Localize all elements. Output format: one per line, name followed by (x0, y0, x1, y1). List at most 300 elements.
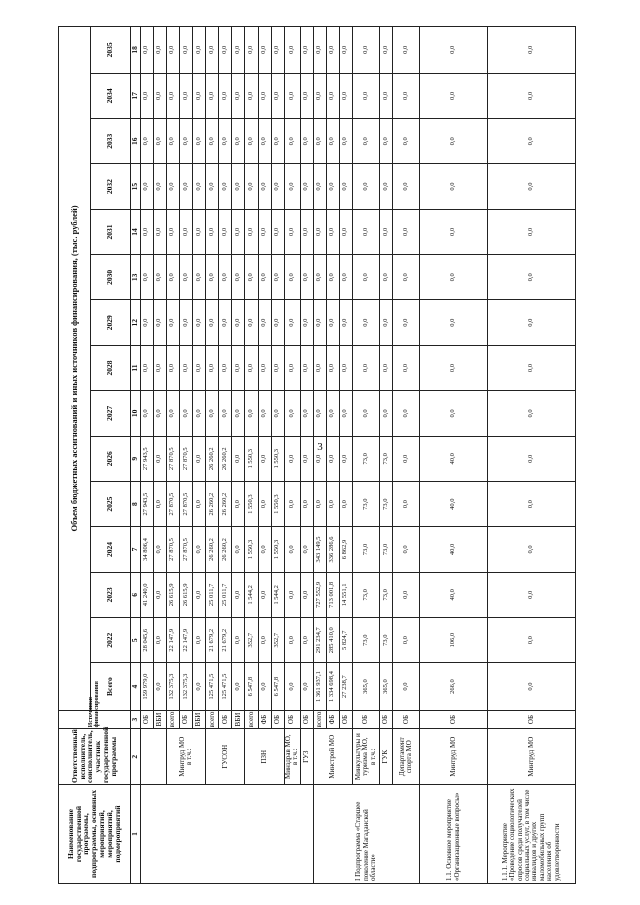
value-cell: 0,0 (193, 481, 206, 526)
value-cell: 0,0 (258, 119, 271, 164)
value-cell: 0,0 (284, 436, 300, 481)
value-cell: 0,0 (193, 73, 206, 118)
value-cell: 0,0 (232, 436, 245, 481)
value-cell: 0,0 (153, 663, 166, 710)
value-cell: 0,0 (284, 27, 300, 74)
measure-cell: 1.1. Основное мероприятие «Организационные вопросы» (420, 785, 488, 884)
source-cell: всего: (245, 710, 258, 729)
value-cell: 0,0 (326, 391, 339, 436)
value-cell: 0,0 (380, 345, 393, 390)
value-cell: 0,0 (232, 300, 245, 345)
value-cell: 106,0 (420, 618, 488, 663)
source-cell: ВБИ (153, 710, 166, 729)
value-cell: 0,0 (153, 481, 166, 526)
value-cell: 0,0 (284, 345, 300, 390)
value-cell: 1 550,3 (245, 436, 258, 481)
executor-cell: ГУСОН (206, 729, 245, 785)
value-cell: 73,0 (352, 436, 379, 481)
column-number: 4 (130, 663, 140, 710)
value-cell: 0,0 (352, 345, 379, 390)
column-number: 9 (130, 436, 140, 481)
value-cell: 0,0 (153, 436, 166, 481)
value-cell: 0,0 (487, 119, 575, 164)
value-cell: 0,0 (420, 164, 488, 209)
value-cell: 0,0 (258, 345, 271, 390)
value-cell: 0,0 (420, 27, 488, 74)
value-cell: 1 361 937,1 (313, 663, 326, 710)
value-cell: 0,0 (219, 255, 232, 300)
value-cell: 0,0 (300, 391, 313, 436)
value-cell: 40,0 (420, 572, 488, 617)
table-row (284, 27, 300, 884)
value-cell: 0,0 (284, 300, 300, 345)
value-cell: 0,0 (339, 345, 352, 390)
value-cell: 0,0 (380, 119, 393, 164)
year-header: 2033 (91, 119, 130, 164)
value-cell: 0,0 (420, 209, 488, 254)
value-cell: 0,0 (339, 391, 352, 436)
value-cell: 0,0 (326, 345, 339, 390)
value-cell: 0,0 (193, 572, 206, 617)
value-cell: 0,0 (487, 663, 575, 710)
value-cell: 40,0 (420, 436, 488, 481)
value-cell: 0,0 (313, 255, 326, 300)
value-cell: 0,0 (271, 119, 284, 164)
value-cell: 0,0 (300, 345, 313, 390)
value-cell: 0,0 (393, 572, 420, 617)
value-cell: 0,0 (219, 73, 232, 118)
value-cell: 0,0 (420, 255, 488, 300)
value-cell: 0,0 (300, 618, 313, 663)
value-cell: 0,0 (193, 164, 206, 209)
value-cell: 0,0 (258, 73, 271, 118)
column-number: 17 (130, 73, 140, 118)
value-cell: 0,0 (300, 164, 313, 209)
value-cell: 0,0 (300, 209, 313, 254)
value-cell: 365,0 (380, 663, 393, 710)
value-cell: 0,0 (219, 119, 232, 164)
value-cell: 266,0 (420, 663, 488, 710)
value-cell: 0,0 (300, 300, 313, 345)
value-cell: 0,0 (232, 391, 245, 436)
value-cell: 0,0 (153, 391, 166, 436)
value-cell: 0,0 (487, 300, 575, 345)
year-header: 2024 (91, 527, 130, 572)
value-cell: 0,0 (258, 618, 271, 663)
value-cell: 0,0 (284, 527, 300, 572)
value-cell: 0,0 (271, 209, 284, 254)
value-cell: 0,0 (166, 164, 179, 209)
value-cell: 125 471,5 (219, 663, 232, 710)
year-header: 2029 (91, 300, 130, 345)
value-cell: 0,0 (284, 73, 300, 118)
value-cell: 713 001,8 (326, 572, 339, 617)
value-cell: 1 544,2 (271, 572, 284, 617)
value-cell: 0,0 (487, 618, 575, 663)
value-cell: 0,0 (140, 345, 153, 390)
value-cell: 0,0 (326, 436, 339, 481)
value-cell: 0,0 (258, 300, 271, 345)
value-cell: 0,0 (179, 300, 192, 345)
column-number: 13 (130, 255, 140, 300)
value-cell: 0,0 (393, 119, 420, 164)
value-cell: 0,0 (284, 481, 300, 526)
value-cell: 73,0 (380, 481, 393, 526)
value-cell: 0,0 (339, 119, 352, 164)
year-header: 2026 (91, 436, 130, 481)
value-cell: 5 824,7 (339, 618, 352, 663)
value-cell: 0,0 (206, 300, 219, 345)
source-cell: ФБ (326, 710, 339, 729)
value-cell: 132 375,3 (179, 663, 192, 710)
value-cell: 6 862,9 (339, 527, 352, 572)
value-cell: 0,0 (313, 391, 326, 436)
value-cell: 0,0 (153, 255, 166, 300)
value-cell: 0,0 (232, 572, 245, 617)
value-cell: 0,0 (193, 345, 206, 390)
value-cell: 26 260,2 (219, 481, 232, 526)
value-cell: 0,0 (153, 209, 166, 254)
value-cell: 0,0 (166, 300, 179, 345)
year-header: 2022 (91, 618, 130, 663)
executor-label: Минтруд МО (177, 736, 186, 777)
value-cell: 0,0 (193, 119, 206, 164)
value-cell: 27 870,5 (166, 527, 179, 572)
value-cell: 0,0 (179, 345, 192, 390)
value-cell: 0,0 (380, 391, 393, 436)
value-cell: 0,0 (339, 73, 352, 118)
value-cell: 0,0 (219, 27, 232, 74)
value-cell: 0,0 (393, 663, 420, 710)
value-cell: 73,0 (352, 481, 379, 526)
value-cell: 6 547,8 (245, 663, 258, 710)
value-cell: 0,0 (326, 164, 339, 209)
column-number: 18 (130, 27, 140, 74)
value-cell: 0,0 (487, 481, 575, 526)
value-cell: 0,0 (258, 436, 271, 481)
value-cell: 0,0 (487, 164, 575, 209)
year-header: 2028 (91, 345, 130, 390)
value-cell: 0,0 (313, 119, 326, 164)
value-cell: 0,0 (352, 391, 379, 436)
value-cell: 0,0 (206, 164, 219, 209)
value-cell: 0,0 (380, 27, 393, 74)
value-cell: 22 147,9 (179, 618, 192, 663)
value-cell: 0,0 (179, 73, 192, 118)
value-cell: 0,0 (313, 73, 326, 118)
value-cell: 0,0 (284, 119, 300, 164)
value-cell: 0,0 (284, 209, 300, 254)
value-cell: 0,0 (284, 618, 300, 663)
source-cell: ОБ (271, 710, 284, 729)
executor-cell: Департамент спорта МО (393, 729, 420, 785)
value-cell: 27 870,5 (179, 481, 192, 526)
page-number: 3 (317, 441, 323, 453)
value-cell: 0,0 (380, 300, 393, 345)
executor-incl-label: в т.ч.: (184, 748, 193, 765)
value-cell: 0,0 (179, 164, 192, 209)
value-cell: 0,0 (313, 481, 326, 526)
value-cell: 26 615,9 (179, 572, 192, 617)
value-cell: 0,0 (245, 27, 258, 74)
column-number: 12 (130, 300, 140, 345)
value-cell: 0,0 (232, 27, 245, 74)
value-cell: 0,0 (140, 255, 153, 300)
value-cell: 0,0 (232, 663, 245, 710)
value-cell: 0,0 (193, 436, 206, 481)
value-cell: 0,0 (271, 345, 284, 390)
source-cell: ОБ (352, 710, 379, 729)
table-row (352, 27, 379, 884)
value-cell: 0,0 (352, 73, 379, 118)
value-cell: 0,0 (245, 300, 258, 345)
value-cell: 0,0 (393, 300, 420, 345)
table-body (59, 27, 576, 884)
value-cell: 0,0 (206, 391, 219, 436)
value-cell: 0,0 (219, 209, 232, 254)
value-cell: 73,0 (352, 572, 379, 617)
value-cell: 0,0 (219, 345, 232, 390)
value-cell: 0,0 (393, 164, 420, 209)
source-cell: ОБ (300, 710, 313, 729)
value-cell: 159 979,0 (140, 663, 153, 710)
column-number: 6 (130, 572, 140, 617)
value-cell: 0,0 (258, 663, 271, 710)
value-cell: 0,0 (232, 618, 245, 663)
value-cell: 0,0 (393, 391, 420, 436)
value-cell: 0,0 (140, 209, 153, 254)
table-row (206, 27, 219, 884)
value-cell: 6 547,8 (271, 663, 284, 710)
value-cell: 0,0 (153, 300, 166, 345)
value-cell: 34 806,4 (140, 527, 153, 572)
value-cell: 0,0 (166, 345, 179, 390)
value-cell: 0,0 (380, 255, 393, 300)
value-cell: 0,0 (326, 27, 339, 74)
value-cell: 0,0 (245, 255, 258, 300)
value-cell: 0,0 (193, 27, 206, 74)
value-cell: 0,0 (245, 345, 258, 390)
subprogram-lower-cell: I Подпрограмма «Старшее поколение Магаданской области» (313, 785, 420, 884)
header-row (59, 27, 91, 884)
header-name: Наименование государственной программы, подпрограммы, основных мероприятий, мероприятий, подмероприятий (59, 785, 131, 884)
value-cell: 0,0 (300, 119, 313, 164)
executor-incl-label: в т.ч.: (368, 748, 377, 765)
value-cell: 0,0 (300, 255, 313, 300)
value-cell: 0,0 (420, 345, 488, 390)
year-header: 2031 (91, 209, 130, 254)
value-cell: 0,0 (339, 436, 352, 481)
value-cell: 0,0 (313, 27, 326, 74)
source-cell: ВБИ (232, 710, 245, 729)
value-cell: 27 943,5 (140, 481, 153, 526)
value-cell: 0,0 (258, 391, 271, 436)
executor-incl-label: в т.ч.: (291, 748, 300, 765)
year-header: 2035 (91, 27, 130, 74)
value-cell: 1 550,3 (271, 481, 284, 526)
value-cell: 73,0 (380, 527, 393, 572)
value-cell: 40,0 (420, 527, 488, 572)
executor-label: Минкультуры и туризма МО, (353, 733, 370, 781)
value-cell: 0,0 (380, 164, 393, 209)
value-cell: 0,0 (193, 391, 206, 436)
value-cell: 0,0 (193, 618, 206, 663)
value-cell: 0,0 (153, 572, 166, 617)
value-cell: 27 870,5 (179, 527, 192, 572)
value-cell: 0,0 (245, 209, 258, 254)
year-header: 2030 (91, 255, 130, 300)
funding-table (58, 26, 576, 884)
value-cell: 0,0 (232, 73, 245, 118)
value-cell: 0,0 (232, 119, 245, 164)
value-cell: 27 238,7 (339, 663, 352, 710)
value-cell: 291 234,7 (313, 618, 326, 663)
value-cell: 0,0 (352, 119, 379, 164)
value-cell: 0,0 (487, 345, 575, 390)
value-cell: 0,0 (153, 345, 166, 390)
value-cell: 0,0 (352, 164, 379, 209)
value-cell: 0,0 (166, 73, 179, 118)
year-header: 2023 (91, 572, 130, 617)
value-cell: 21 679,2 (219, 618, 232, 663)
value-cell: 0,0 (232, 345, 245, 390)
column-number: 7 (130, 527, 140, 572)
source-cell: всего: (166, 710, 179, 729)
value-cell: 0,0 (206, 345, 219, 390)
value-cell: 0,0 (420, 391, 488, 436)
value-cell: 0,0 (352, 209, 379, 254)
executor-cell (284, 729, 300, 785)
value-cell: 0,0 (352, 27, 379, 74)
value-cell: 0,0 (258, 27, 271, 74)
value-cell: 0,0 (326, 255, 339, 300)
value-cell: 0,0 (258, 164, 271, 209)
value-cell: 1 550,3 (271, 436, 284, 481)
executor-cell: Минстрой МО (313, 729, 352, 785)
executor-cell (166, 729, 205, 785)
value-cell: 0,0 (326, 119, 339, 164)
value-cell: 0,0 (393, 618, 420, 663)
value-cell: 21 679,2 (206, 618, 219, 663)
value-cell: 0,0 (393, 73, 420, 118)
value-cell: 132 375,3 (166, 663, 179, 710)
value-cell: 0,0 (166, 209, 179, 254)
value-cell: 0,0 (393, 527, 420, 572)
value-cell: 0,0 (420, 119, 488, 164)
value-cell: 26 260,2 (219, 436, 232, 481)
value-cell: 0,0 (258, 572, 271, 617)
value-cell: 0,0 (179, 209, 192, 254)
value-cell: 0,0 (271, 164, 284, 209)
value-cell: 0,0 (420, 73, 488, 118)
year-header: 2025 (91, 481, 130, 526)
value-cell: 0,0 (179, 391, 192, 436)
executor-cell (352, 729, 379, 785)
column-number-row (130, 27, 140, 884)
value-cell: 0,0 (313, 345, 326, 390)
value-cell: 336 286,6 (326, 527, 339, 572)
table-row (300, 27, 313, 884)
value-cell: 0,0 (313, 164, 326, 209)
table-row (245, 27, 258, 884)
value-cell: 0,0 (140, 391, 153, 436)
executor-label: Минздрав МО, (283, 734, 292, 779)
source-cell: ОБ (140, 710, 153, 729)
table-row (393, 27, 420, 884)
value-cell: 0,0 (487, 27, 575, 74)
value-cell: 0,0 (153, 164, 166, 209)
value-cell: 22 147,9 (166, 618, 179, 663)
value-cell: 0,0 (232, 527, 245, 572)
value-cell: 0,0 (193, 527, 206, 572)
value-cell: 0,0 (153, 27, 166, 74)
value-cell: 0,0 (232, 164, 245, 209)
value-cell: 0,0 (300, 527, 313, 572)
table-row (487, 27, 575, 884)
column-number: 3 (130, 710, 140, 729)
source-cell: ОБ (420, 710, 488, 729)
value-cell: 26 615,9 (166, 572, 179, 617)
value-cell: 0,0 (284, 255, 300, 300)
value-cell: 28 045,6 (140, 618, 153, 663)
table-row (313, 27, 326, 884)
value-cell: 0,0 (300, 481, 313, 526)
value-cell: 0,0 (206, 73, 219, 118)
source-cell: ОБ (339, 710, 352, 729)
value-cell: 27 870,5 (179, 436, 192, 481)
value-cell: 1 550,3 (271, 527, 284, 572)
year-header: 2027 (91, 391, 130, 436)
executor-cell: ГУК (380, 729, 393, 785)
value-cell: 0,0 (258, 255, 271, 300)
value-cell: 0,0 (271, 27, 284, 74)
executor-cell (140, 729, 166, 785)
value-cell: 0,0 (140, 27, 153, 74)
value-cell: 0,0 (487, 572, 575, 617)
value-cell: 0,0 (284, 572, 300, 617)
value-cell: 0,0 (326, 300, 339, 345)
value-cell: 0,0 (487, 527, 575, 572)
value-cell: 40,0 (420, 481, 488, 526)
source-cell: ОБ (179, 710, 192, 729)
value-cell: 0,0 (140, 300, 153, 345)
value-cell: 0,0 (284, 663, 300, 710)
value-cell: 0,0 (206, 209, 219, 254)
source-cell: ФБ (258, 710, 271, 729)
value-cell: 0,0 (487, 209, 575, 254)
value-cell: 0,0 (166, 119, 179, 164)
value-cell: 0,0 (219, 164, 232, 209)
value-cell: 73,0 (380, 618, 393, 663)
column-number: 14 (130, 209, 140, 254)
value-cell: 27 870,5 (166, 481, 179, 526)
value-cell: 0,0 (300, 27, 313, 74)
source-cell: всего: (313, 710, 326, 729)
column-number: 10 (130, 391, 140, 436)
value-cell: 26 260,2 (219, 527, 232, 572)
value-cell: 25 011,7 (206, 572, 219, 617)
value-cell: 0,0 (339, 255, 352, 300)
column-number: 1 (130, 785, 140, 884)
value-cell: 0,0 (245, 164, 258, 209)
table-row (420, 27, 488, 884)
value-cell: 0,0 (326, 481, 339, 526)
value-cell: 0,0 (380, 209, 393, 254)
value-cell: 0,0 (219, 391, 232, 436)
value-cell: 0,0 (140, 119, 153, 164)
value-cell: 352,7 (245, 618, 258, 663)
value-cell: 0,0 (258, 527, 271, 572)
